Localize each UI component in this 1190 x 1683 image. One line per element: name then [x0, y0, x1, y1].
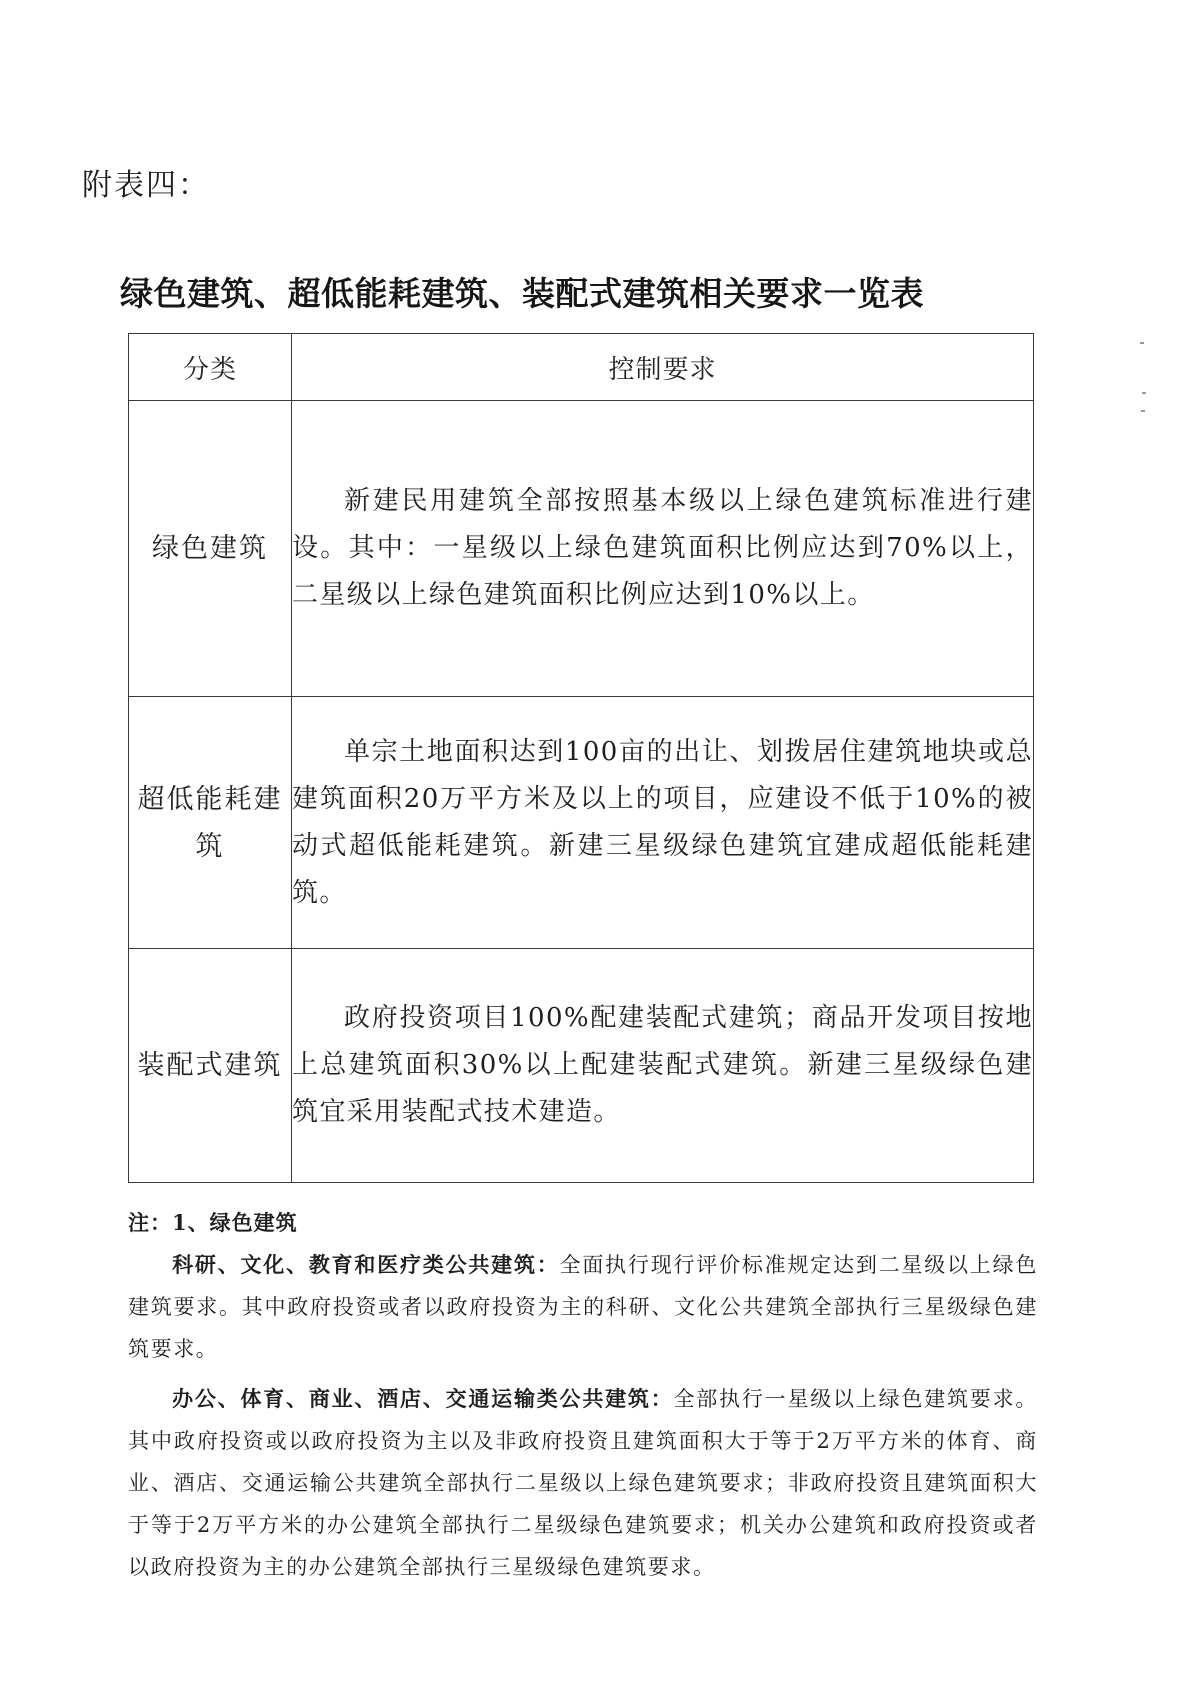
scan-mark	[1141, 410, 1145, 412]
category-cell: 绿色建筑	[129, 401, 292, 697]
requirement-text: 政府投资项目100%配建装配式建筑；商品开发项目按地上总建筑面积30%以上配建装配式建筑。新建三星级绿色建筑宜采用装配式技术建造。	[292, 1003, 1033, 1127]
requirement-text: 新建民用建筑全部按照基本级以上绿色建筑标准进行建设。其中：一星级以上绿色建筑面积比例应达到70%以上，二星级以上绿色建筑面积比例应达到10%以上。	[292, 486, 1033, 610]
table-row	[129, 949, 1034, 1183]
category-cell: 装配式建筑	[129, 949, 292, 1183]
category-cell: 超低能耗建筑	[129, 697, 292, 949]
note-text: 全部执行一星级以上绿色建筑要求。其中政府投资或以政府投资为主以及非政府投资且建筑面积大于等于2万平方米的体育、商业、酒店、交通运输公共建筑全部执行二星级以上绿色建筑要求；非政府投资且建筑面积大于等于2万平方米的办公建筑全部执行二星级绿色建筑要求；机关办公建筑和政府投资或者以政府投资为主的办公建筑全部执行三星级绿色建筑要求。	[128, 1387, 1038, 1579]
requirement-cell	[292, 697, 1034, 949]
scan-mark	[1140, 342, 1144, 344]
annex-label: 附表四：	[82, 168, 210, 203]
requirement-cell	[292, 949, 1034, 1183]
requirement-cell	[292, 401, 1034, 697]
note-paragraph	[128, 1244, 1038, 1370]
table-row	[129, 697, 1034, 949]
requirements-table	[128, 333, 1034, 1183]
note-paragraph	[128, 1378, 1038, 1588]
requirement-text: 单宗土地面积达到100亩的出让、划拨居住建筑地块或总建筑面积20万平方米及以上的项目，应建设不低于10%的被动式超低能耗建筑。新建三星级绿色建筑宜建成超低能耗建筑。	[292, 736, 1033, 908]
table-row	[129, 401, 1034, 697]
scan-mark	[1142, 392, 1146, 394]
header-requirement: 控制要求	[292, 334, 1034, 401]
notes-heading: 注：1、绿色建筑	[128, 1210, 298, 1235]
header-category: 分类	[129, 334, 292, 401]
document-title: 绿色建筑、超低能耗建筑、装配式建筑相关要求一览表	[120, 274, 924, 313]
note-lead: 科研、文化、教育和医疗类公共建筑：	[172, 1252, 560, 1277]
table-header-row	[129, 334, 1034, 401]
note-lead: 办公、体育、商业、酒店、交通运输类公共建筑：	[172, 1386, 674, 1411]
notes-section	[128, 1202, 1038, 1588]
note-text: 全面执行现行评价标准规定达到二星级以上绿色建筑要求。其中政府投资或者以政府投资为主的科研、文化公共建筑全部执行三星级绿色建筑要求。	[128, 1253, 1038, 1361]
